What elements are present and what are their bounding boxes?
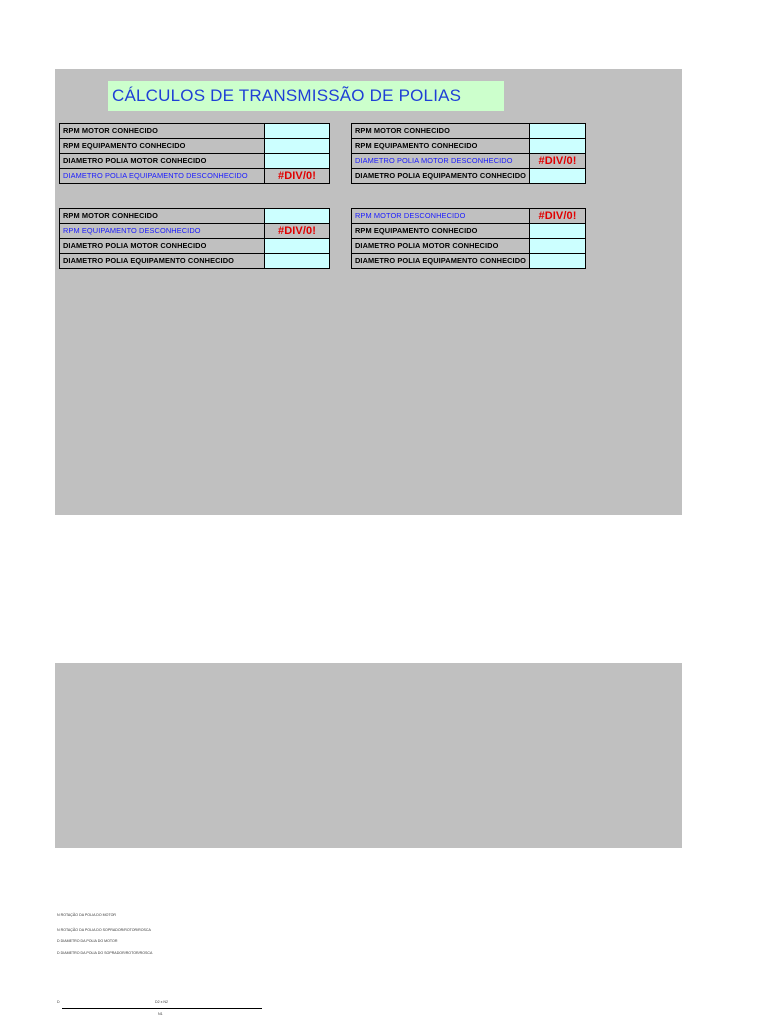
table-row <box>60 154 330 169</box>
input-cell[interactable] <box>530 239 586 254</box>
calc-table-2 <box>351 123 586 184</box>
table-row <box>60 209 330 224</box>
calc-table-3 <box>59 208 330 269</box>
table-row <box>352 154 586 169</box>
row-label: DIAMETRO POLIA EQUIPAMENTO CONHECIDO <box>352 254 530 269</box>
input-cell[interactable] <box>530 139 586 154</box>
legend-item-motor-rpm: N ROTAÇÃO DA POLIA DO MOTOR <box>57 913 116 917</box>
input-cell[interactable] <box>530 224 586 239</box>
input-cell[interactable] <box>530 254 586 269</box>
result-cell: #DIV/0! <box>265 224 330 239</box>
calc-table-4 <box>351 208 586 269</box>
legend-item-equipment-diameter: D DIAMETRO DA POLIA DO SOPRADOR/ROTOR/ROSCA <box>57 951 153 955</box>
row-label: RPM MOTOR CONHECIDO <box>60 124 265 139</box>
formula-lhs: D <box>57 1000 60 1004</box>
formula-denominator: N1 <box>158 1012 163 1016</box>
row-label: DIAMETRO POLIA EQUIPAMENTO DESCONHECIDO <box>60 169 265 184</box>
row-label: DIAMETRO POLIA EQUIPAMENTO CONHECIDO <box>352 169 530 184</box>
input-cell[interactable] <box>265 154 330 169</box>
table-row <box>352 139 586 154</box>
table-row <box>352 224 586 239</box>
input-cell[interactable] <box>265 254 330 269</box>
result-cell: #DIV/0! <box>530 209 586 224</box>
table-row <box>60 224 330 239</box>
formula-divider <box>62 1008 262 1009</box>
table-row <box>352 169 586 184</box>
input-cell[interactable] <box>530 124 586 139</box>
table-row <box>352 209 586 224</box>
input-cell[interactable] <box>265 239 330 254</box>
row-label: DIAMETRO POLIA MOTOR DESCONHECIDO <box>352 154 530 169</box>
row-label: RPM EQUIPAMENTO DESCONHECIDO <box>60 224 265 239</box>
input-cell[interactable] <box>530 169 586 184</box>
row-label: RPM MOTOR CONHECIDO <box>60 209 265 224</box>
table-row <box>352 254 586 269</box>
table-row <box>60 169 330 184</box>
row-label: DIAMETRO POLIA MOTOR CONHECIDO <box>60 154 265 169</box>
row-label: RPM EQUIPAMENTO CONHECIDO <box>352 139 530 154</box>
table-row <box>352 124 586 139</box>
table-row <box>60 254 330 269</box>
legend-item-motor-diameter: D DIAMETRO DA POLIA DO MOTOR <box>57 939 118 943</box>
calc-table-1 <box>59 123 330 184</box>
row-label: RPM EQUIPAMENTO CONHECIDO <box>352 224 530 239</box>
input-cell[interactable] <box>265 124 330 139</box>
row-label: DIAMETRO POLIA MOTOR CONHECIDO <box>352 239 530 254</box>
table-row <box>60 139 330 154</box>
row-label: RPM MOTOR CONHECIDO <box>352 124 530 139</box>
table-row <box>352 239 586 254</box>
row-label: DIAMETRO POLIA EQUIPAMENTO CONHECIDO <box>60 254 265 269</box>
row-label: RPM MOTOR DESCONHECIDO <box>352 209 530 224</box>
result-cell: #DIV/0! <box>530 154 586 169</box>
input-cell[interactable] <box>265 209 330 224</box>
input-cell[interactable] <box>265 139 330 154</box>
table-row <box>60 124 330 139</box>
row-label: DIAMETRO POLIA MOTOR CONHECIDO <box>60 239 265 254</box>
legend-item-equipment-rpm: N ROTAÇÃO DA POLIA DO SOPRADOR/ROTOR/ROSCA <box>57 928 151 932</box>
result-cell: #DIV/0! <box>265 169 330 184</box>
page-title: CÁLCULOS DE TRANSMISSÃO DE POLIAS <box>108 81 504 111</box>
formula-numerator: D2 x N2 <box>155 1000 168 1004</box>
bottom-panel <box>55 663 682 848</box>
table-row <box>60 239 330 254</box>
row-label: RPM EQUIPAMENTO CONHECIDO <box>60 139 265 154</box>
